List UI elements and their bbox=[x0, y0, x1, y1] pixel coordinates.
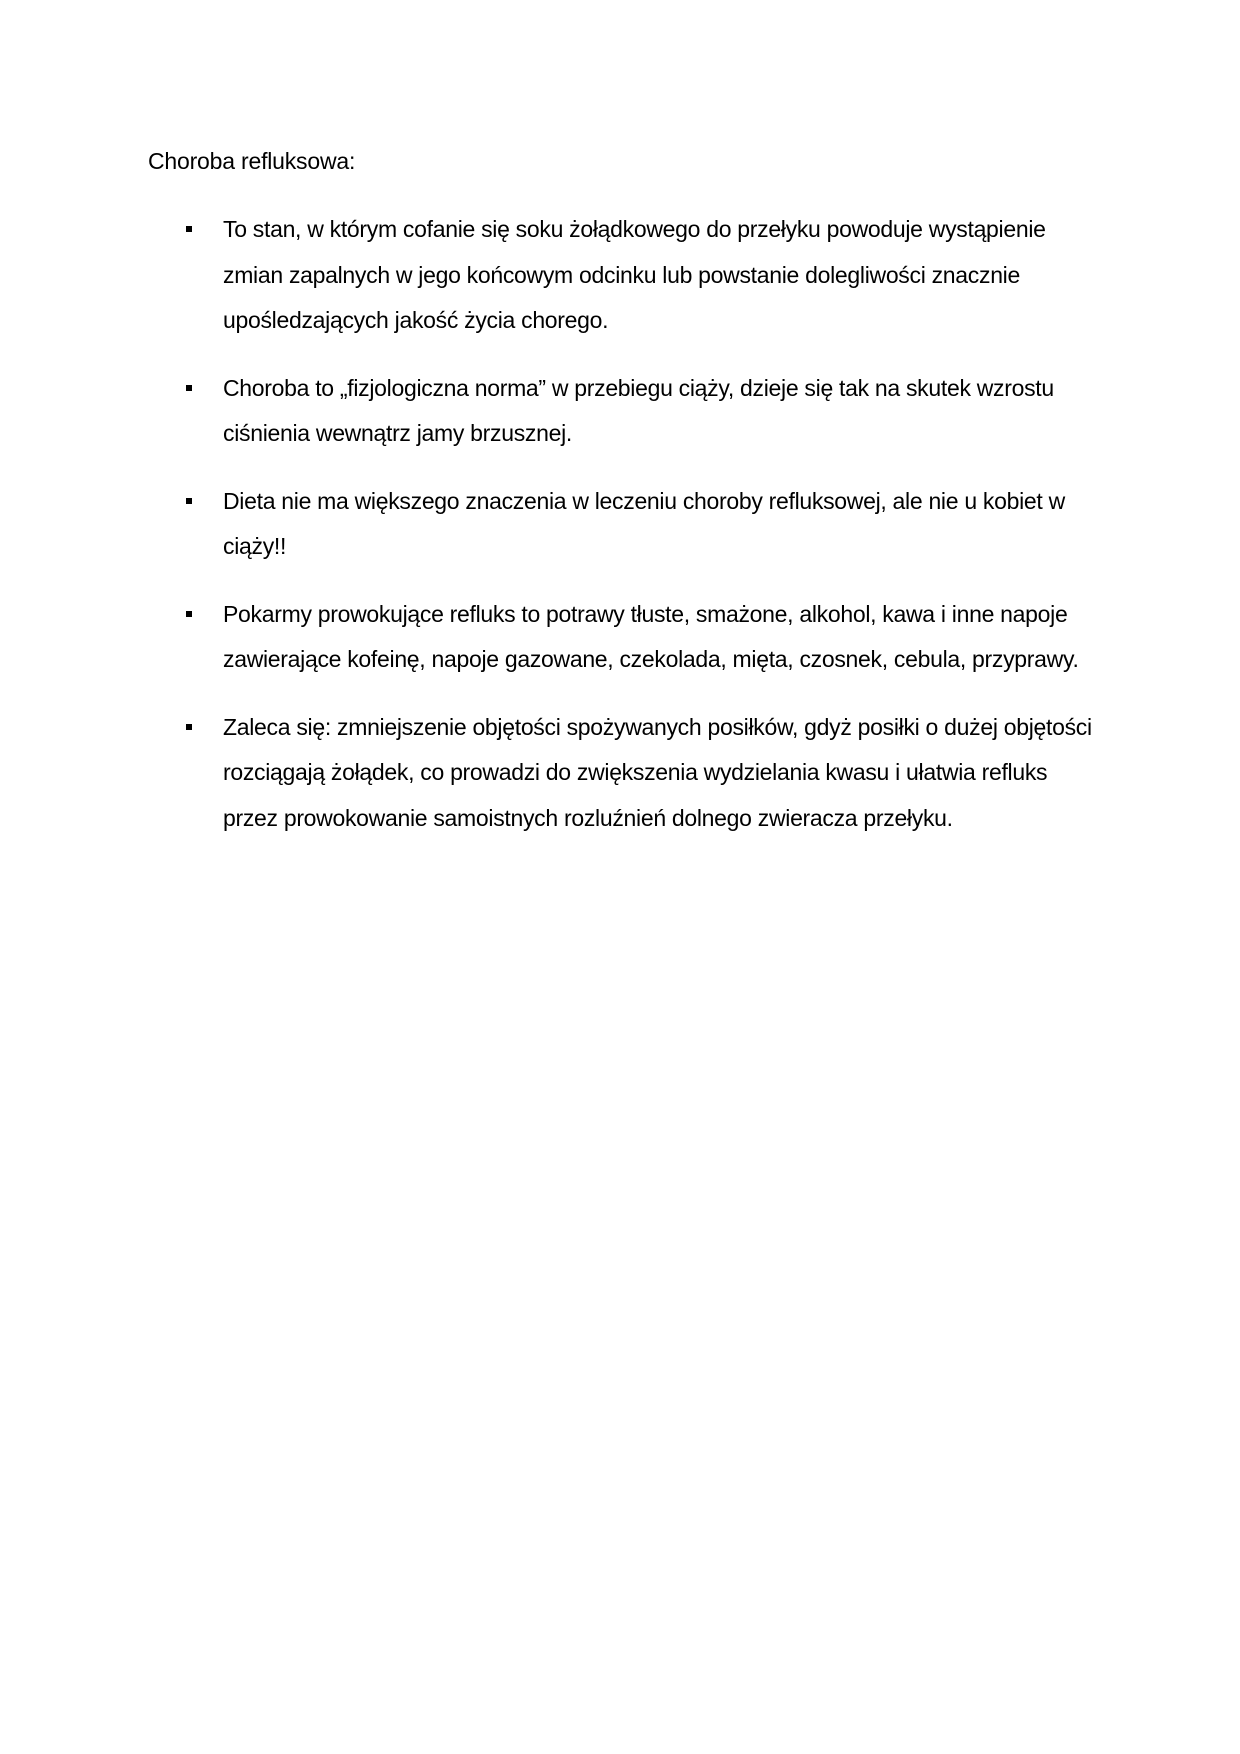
list-item bbox=[148, 366, 1108, 457]
list-item bbox=[148, 479, 1108, 570]
bullet-list bbox=[148, 207, 1108, 841]
list-item-text: Zaleca się: zmniejszenie objętości spożywanych posiłków, gdyż posiłki o dużej objętości rozciągają żołądek, co prowadzi do zwiększenia wydzielania kwasu i ułatwia refluks przez prowokowanie samoistnych rozluźnień dolnego zwieracza przełyku. bbox=[223, 713, 1092, 831]
list-item-text: Choroba to „fizjologiczna norma” w przebiegu ciąży, dzieje się tak na skutek wzrostu ciśnienia wewnątrz jamy brzusznej. bbox=[223, 374, 1054, 446]
list-item-text: Dieta nie ma większego znaczenia w leczeniu choroby refluksowej, ale nie u kobiet w ciąży!! bbox=[223, 487, 1065, 559]
document-heading: Choroba refluksowa: bbox=[148, 148, 356, 174]
list-item bbox=[148, 207, 1108, 344]
list-item-text: To stan, w którym cofanie się soku żołądkowego do przełyku powoduje wystąpienie zmian zapalnych w jego końcowym odcinku lub powstanie dolegliwości znacznie upośledzających jakość życia chorego. bbox=[223, 216, 1046, 333]
list-item-text: Pokarmy prowokujące refluks to potrawy tłuste, smażone, alkohol, kawa i inne napoje zawierające kofeinę, napoje gazowane, czekolada, mięta, czosnek, cebula, przyprawy. bbox=[223, 600, 1079, 672]
list-item bbox=[148, 705, 1108, 842]
list-item bbox=[148, 592, 1108, 683]
